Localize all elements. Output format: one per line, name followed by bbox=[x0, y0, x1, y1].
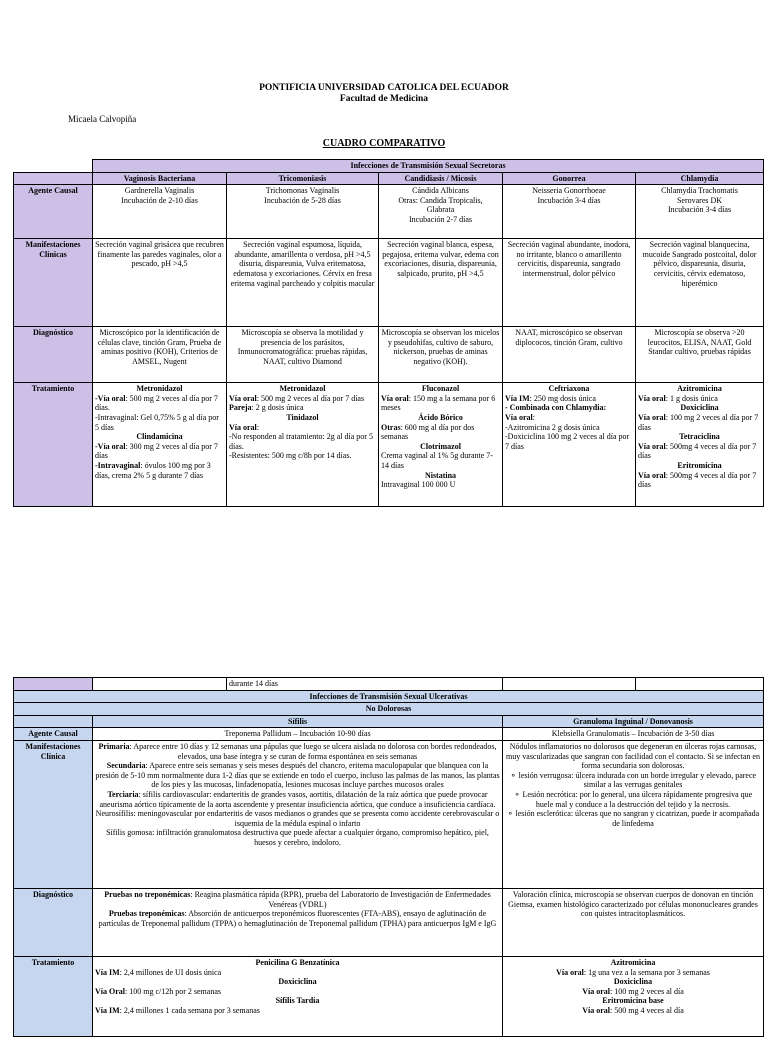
column-header: Gonorrea bbox=[503, 172, 636, 185]
column-header: Tricomoniasis bbox=[227, 172, 379, 185]
table-cell: Nódulos inflamatorios no dolorosos que degeneran en úlceras rojas carnosas, muy vascularizadas que sangran con facilidad con el contacto. Si se infectan en forma secundaria son dolorosas. ⚬ lesión verrugosa: úlcera indurada con un borde irregular y elevado, parece similar a las verrugas genitales ⚬ Lesión necrótica: por lo general, una úlcera rápidamente progresiva que huele mal y conduce a la destrucción del tejido y la necrosis. ⚬ lesión esclerótica: úlceras que no sangran y cicatrizan, puede ir acompañada de linfedema bbox=[503, 740, 764, 888]
table-cell: Secreción vaginal blanquecina, mucoide Sangrado postcoital, dolor pélvico, dispareunia, disuria, cervicitis, cérvix edematoso, hiperémico bbox=[636, 239, 764, 327]
table-cell: Treponema Pallidum – Incubación 10-90 días bbox=[93, 728, 503, 741]
table-cell: Valoración clínica, microscopía se observan cuerpos de donovan en tinción Giemsa, examen histológico caracterizado por células mononucleares grandes con quistes intracitoplasmáticos. bbox=[503, 888, 764, 956]
table-cell: Neisseria Gonorrhoeae Incubación 3-4 días bbox=[503, 185, 636, 239]
column-header: Vaginosis Bacteriana bbox=[93, 172, 227, 185]
row-label-tratamiento: Tratamiento bbox=[14, 956, 93, 1036]
table-cell: Secreción vaginal abundante, inodora, no irritante, blanco o amarillento cervicitis, dispareunia, sangrado intermenstrual, dolor pélvico bbox=[503, 239, 636, 327]
table-cell: NAAT, microscópico se observan diplococos, tinción Gram, cultivo bbox=[503, 327, 636, 383]
table-cell: Metronidazol -Vía oral: 500 mg 2 veces al día por 7 días. -Intravaginal: Gel 0,75% 5 g al día por 5 días Clindamicina -Vía oral: 300 mg 2 veces al día por 7 días -Intravaginal: óvulos 100 mg por 3 días, crema 2% 5 g durante 7 días bbox=[93, 383, 227, 507]
continued-text: durante 14 días bbox=[227, 678, 503, 691]
column-header-granuloma: Granuloma Inguinal / Donovanosis bbox=[503, 715, 764, 728]
table-cell: Microscopía se observan los micelos y pseudohifas, cultivo de saburo, nickerson, pruebas de aminas negativo (KOH). bbox=[379, 327, 503, 383]
table-cell: Trichomonas Vaginalis Incubación de 5-28 días bbox=[227, 185, 379, 239]
table-cell: Chlamydia Trachomatis Serovares DK Incubación 3-4 días bbox=[636, 185, 764, 239]
table-cell: Secreción vaginal blanca, espesa, pegajosa, eritema vulvar, edema con excoriaciones, disuria, dispareunia, salpicado, prurito, pH >4,5 bbox=[379, 239, 503, 327]
table-cell: Primaria: Aparece entre 10 días y 12 semanas una pápulas que luego se ulcera aislada no dolorosa con bordes redondeados, elevados, una base íntegra y se curan de forma espontánea en seis semanas Secundaria: Aparece entre seis semanas y seis meses después del chancro, eritema maculopapular que blanquea con la presión de 5-10 mm normalmente dura 1-2 días que se extiende en todo el cuerpo, incluso las palmas de las manos, las plantas de los pies y las mucosas, linfadenopatía, lesiones mucosas incluye parches mucosos orales Terciaria: sífilis cardiovascular: endarteritis de grandes vasos, aortitis, dilatación de la raíz aórtica que puede provocar aneurisma aórtico típicamente de la aorta ascendente y presentar insuficiencia aórtica, que conduce a insuficiencia cardíaca. Neurosífilis: meningovascular por endarteritis de vasos medianos o grandes que se presenta como accidente cerebrovascular o isquemia de la médula espinal o infarto Sífilis gomosa: infiltración granulomatosa destructiva que puede afectar a cualquier órgano, compromiso hepático, piel, huesos y cerebro, indoloro. bbox=[93, 740, 503, 888]
row-label-tratamiento: Tratamiento bbox=[14, 383, 93, 507]
table-cell: Penicilina G Benzatínica Vía IM: 2,4 millones de UI dosis única Doxiciclina Vía Oral: 100 mg c/12h por 2 semanas Sífilis Tardía Vía IM: 2,4 millones 1 cada semana por 3 semanas bbox=[93, 956, 503, 1036]
column-header: Candidiasis / Micosis bbox=[379, 172, 503, 185]
table-cell: Metronidazol Vía oral: 500 mg 2 veces al día por 7 días Pareja: 2 g dosis única Tinidazol Vía oral: -No responden al tratamiento: 2g al día por 5 días. -Resistentes: 500 mg c/8h por 14 días. bbox=[227, 383, 379, 507]
table-cell: Microscópico por la identificación de células clave, tinción Gram, Prueba de aminas positivo (KOH), Criterios de AMSEL, Nugent bbox=[93, 327, 227, 383]
table-cell: Klebsiella Granulomatis – Incubación de 3-50 días bbox=[503, 728, 764, 741]
table-cell: Azitromicina Vía oral: 1 g dosis única Doxiciclina Vía oral: 100 mg 2 veces al día por 7 días Tetraciclina Vía oral: 500mg 4 veces al día por 7 días Eritromicina Vía oral: 500mg 4 veces al día por 7 días bbox=[636, 383, 764, 507]
table-cell: Microscopía se observa >20 leucocitos, ELISA, NAAT, Gold Standar cultivo, pruebas rápidas bbox=[636, 327, 764, 383]
table-cell: Fluconazol Vía oral: 150 mg a la semana por 6 meses Ácido Bórico Otras: 600 mg al día por dos semanas Clotrimazol Crema vaginal al 1% 5g durante 7-14 días Nistatina Intravaginal 100 000 U bbox=[379, 383, 503, 507]
table2-caption: Infecciones de Transmisión Sexual Ulcerativas bbox=[14, 690, 764, 703]
table-cell: Pruebas no treponémicas: Reagina plasmática rápida (RPR), prueba del Laboratorio de Investigación de Enfermedades Venéreas (VDRL) Pruebas treponémicas: Absorción de anticuerpos treponémicos fluorescentes (FTA-ABS), ensayo de aglutinación de partículas de Treponemal pallidum (TPPA) o hemaglutinación de Treponemal pallidum (TPHA) para anticuerpos IgM e IgG bbox=[93, 888, 503, 956]
row-label-agente: Agente Causal bbox=[14, 728, 93, 741]
table-cell: Ceftriaxona Vía IM: 250 mg dosis única - Combinada con Chlamydia: Vía oral: -Azitromicina 2 g dosis única -Doxiciclina 100 mg 2 veces al día por 7 días bbox=[503, 383, 636, 507]
ulcerative-sti-table bbox=[13, 677, 764, 1037]
university-name: PONTIFICIA UNIVERSIDAD CATOLICA DEL ECUADOR bbox=[259, 83, 509, 93]
table-cell: Secreción vaginal grisácea que recubren finamente las paredes vaginales, olor a pescado, pH >4,5 bbox=[93, 239, 227, 327]
table-cell: Gardnerella Vaginalis Incubación de 2-10 días bbox=[93, 185, 227, 239]
column-header: Chlamydia bbox=[636, 172, 764, 185]
table-cell: Azitromicina Vía oral: 1g una vez a la semana por 3 semanas Doxiciclina Vía oral: 100 mg 2 veces al día Eritromicina base Vía oral: 500 mg 4 veces al día bbox=[503, 956, 764, 1036]
row-label-diagnostico: Diagnóstico bbox=[14, 888, 93, 956]
row-label-agente: Agente Causal bbox=[14, 185, 93, 239]
author-name: Micaela Calvopiña bbox=[68, 114, 137, 124]
row-label-manifestaciones: Manifestaciones Clínica bbox=[14, 740, 93, 888]
table2-subcaption: No Dolorosas bbox=[14, 703, 764, 716]
table-cell: Secreción vaginal espumosa, líquida, abundante, amarillenta o verdosa, pH >4,5 disuria, dispareunia, Vulva eritematosa, edematosa y excoriaciones. Cérvix en fresa eritema vaginal parcheado y colpitis macular bbox=[227, 239, 379, 327]
table-cell: Microscopía se observa la motilidad y presencia de los parásitos, Inmunocromatográfica: pruebas rápidas, NAAT, cultivo Diamond bbox=[227, 327, 379, 383]
row-label-manifestaciones: Manifestaciones Clínicas bbox=[14, 239, 93, 327]
secretory-sti-table bbox=[13, 159, 764, 507]
faculty-name: Facultad de Medicina bbox=[339, 94, 429, 104]
table-cell: Cándida Albicans Otras: Candida Tropicalis, Glabrata Incubación 2-7 días bbox=[379, 185, 503, 239]
row-label-diagnostico: Diagnóstico bbox=[14, 327, 93, 383]
column-header-sifilis: Sífilis bbox=[93, 715, 503, 728]
document-title: CUADRO COMPARATIVO bbox=[322, 138, 446, 149]
table1-caption: Infecciones de Transmisión Sexual Secretoras bbox=[93, 160, 764, 173]
